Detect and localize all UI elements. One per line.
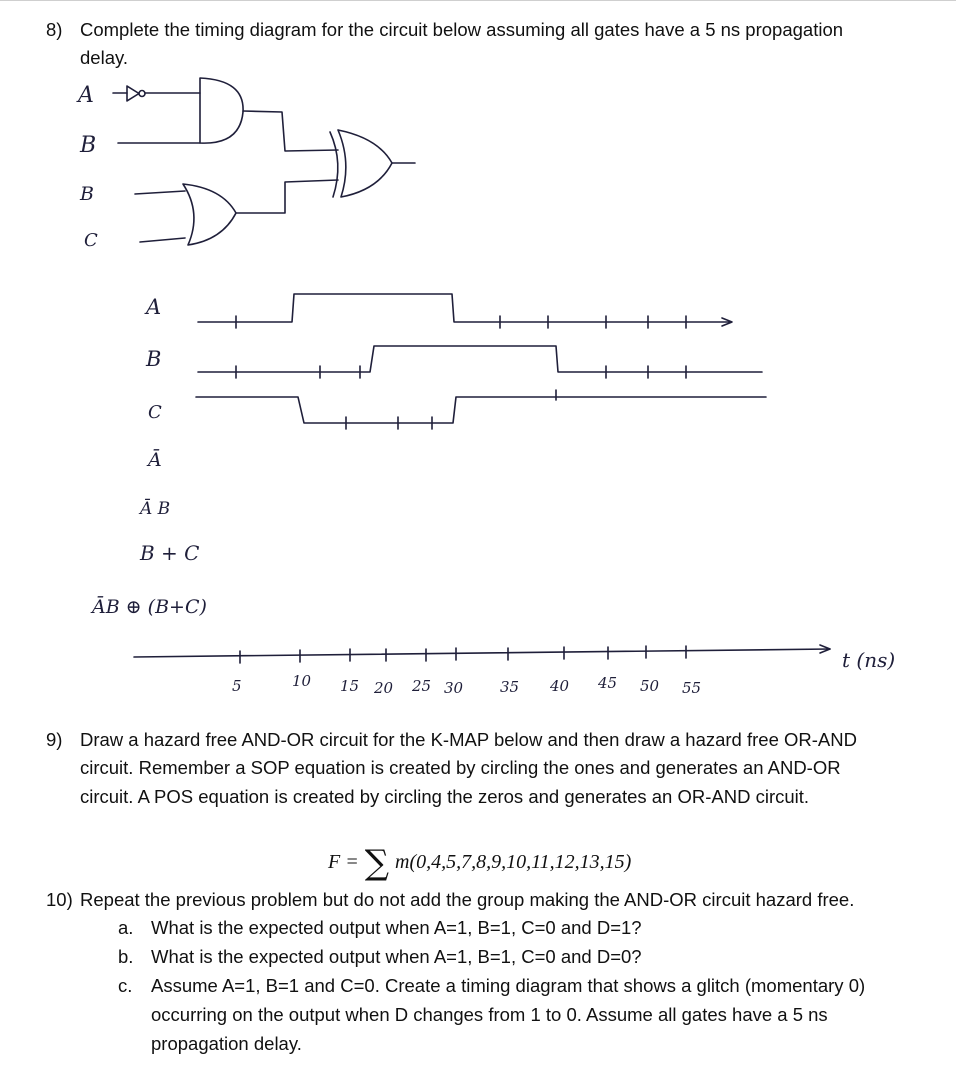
signal-label-c: C xyxy=(148,402,162,423)
tick-label-55: 55 xyxy=(682,679,702,697)
signal-label-abar: Ā xyxy=(148,449,162,471)
tick-label-45: 45 xyxy=(598,674,618,692)
q9-text-line3: circuit. A POS equation is created by circling the zeros and generates an OR-AND circuit. xyxy=(80,786,810,807)
and-gate xyxy=(200,78,243,143)
waveform-a xyxy=(198,294,732,328)
tick-label-10: 10 xyxy=(292,672,312,690)
tick-label-25: 25 xyxy=(412,677,432,695)
q8-text-line1: Complete the timing diagram for the circuit below assuming all gates have a 5 ns propagation xyxy=(80,19,844,40)
tick-label-15: 15 xyxy=(340,677,360,695)
q10-item-b-label: b. xyxy=(118,946,134,967)
tick-label-35: 35 xyxy=(500,678,520,696)
tick-label-20: 20 xyxy=(374,679,394,697)
q10-item-c-line2: occurring on the output when D changes from 1 to 0. Assume all gates have a 5 ns xyxy=(151,1004,828,1025)
inverter-gate xyxy=(113,86,200,101)
tick-label-50: 50 xyxy=(640,677,660,695)
circuit-label-a: A xyxy=(78,83,94,108)
sigma-symbol: ∑ xyxy=(364,843,389,883)
waveform-c xyxy=(196,390,766,429)
waveform-b xyxy=(198,346,762,378)
q9-number: 9) xyxy=(46,729,63,750)
signal-label-b-or-c: B + C xyxy=(140,541,200,565)
q10-item-a-label: a. xyxy=(118,917,134,938)
signal-label-abar-b: Ā B xyxy=(140,499,171,519)
time-axis-label: t (ns) xyxy=(842,648,896,672)
q10-item-c-text: Assume A=1, B=1 and C=0. Create a timing diagram that shows a glitch (momentary 0) xyxy=(151,975,866,996)
signal-label-a: A xyxy=(146,295,162,319)
tick-label-30: 30 xyxy=(444,679,464,697)
c-wire xyxy=(140,238,185,242)
signal-label-output: ĀB ⊕ (B+C) xyxy=(92,596,207,618)
q8-number: 8) xyxy=(46,19,63,40)
formula-rhs: m(0,4,5,7,8,9,10,11,12,13,15) xyxy=(395,851,632,873)
q10-item-b-text: What is the expected output when A=1, B=1, C=0 and D=0? xyxy=(151,946,642,967)
q10-number: 10) xyxy=(46,889,73,910)
tick-label-5: 5 xyxy=(232,677,242,695)
circuit-label-b2: B xyxy=(80,183,94,205)
q10-item-c-line3: propagation delay. xyxy=(151,1033,302,1054)
q10-item-a-text: What is the expected output when A=1, B=1, C=0 and D=1? xyxy=(151,917,642,938)
and-output-wire xyxy=(243,111,338,151)
circuit-label-c: C xyxy=(84,230,98,251)
tick-label-40: 40 xyxy=(550,677,570,695)
or-gate xyxy=(183,184,236,245)
minterm-formula xyxy=(328,843,631,883)
formula-lhs: F = xyxy=(328,851,359,873)
xor-gate xyxy=(330,130,415,197)
q10-item-c-label: c. xyxy=(118,975,133,996)
q8-text-line2: delay. xyxy=(80,47,128,68)
time-axis xyxy=(134,645,830,663)
b2-wire xyxy=(135,191,185,194)
q9-text-line1: Draw a hazard free AND-OR circuit for the K-MAP below and then draw a hazard free OR-AND xyxy=(80,729,857,750)
q10-text-line1: Repeat the previous problem but do not add the group making the AND-OR circuit hazard free. xyxy=(80,889,855,910)
signal-label-b: B xyxy=(146,347,162,371)
or-output-wire xyxy=(236,180,338,213)
circuit-label-b1: B xyxy=(80,133,97,158)
q9-text-line2: circuit. Remember a SOP equation is created by circling the ones and generates an AND-OR xyxy=(80,757,841,778)
